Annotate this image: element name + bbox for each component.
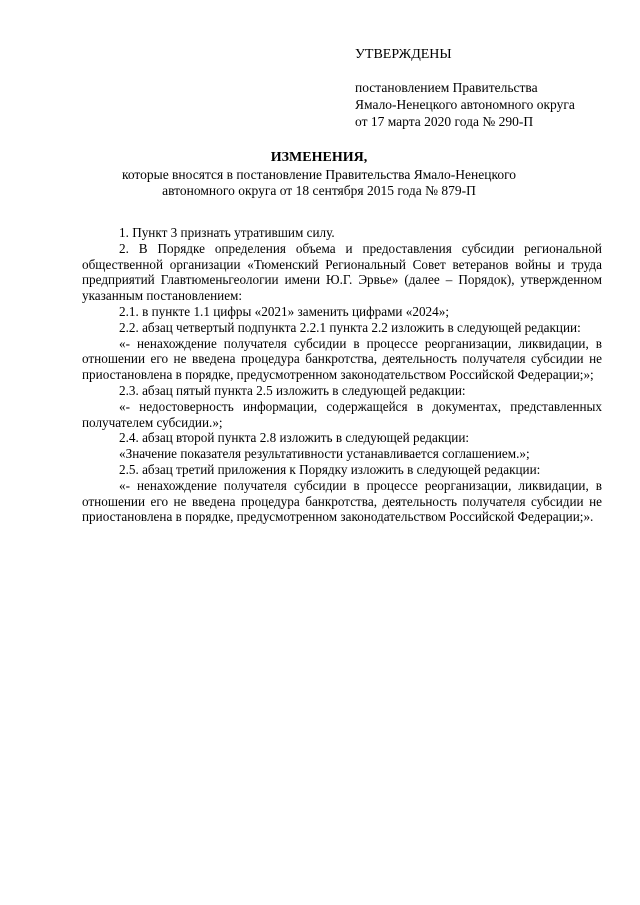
paragraph: 2.2. абзац четвертый подпункта 2.2.1 пункта 2.2 изложить в следующей редакции: [119, 319, 581, 335]
approval-line: от 17 марта 2020 года № 290-П [355, 114, 534, 129]
paragraph: 1. Пункт 3 признать утратившим силу. [119, 225, 335, 240]
paragraph: «Значение показателя результативности устанавливается соглашением.»; [119, 446, 530, 462]
paragraph: «- ненахождение получателя субсидии в процессе реорганизации, ликвидации, в отношении его не введена процедура банкротства, деятельность получателя субсидии не приостановлена в порядке, предусмотренном законодательством Российской Федерации;»; [82, 335, 602, 383]
document-body [82, 225, 602, 525]
approval-heading: УТВЕРЖДЕНЫ [355, 47, 452, 62]
document-title: ИЗМЕНЕНИЯ, [270, 150, 368, 165]
document-subtitle-line: автономного округа от 18 сентября 2015 года № 879-П [162, 183, 476, 198]
approval-line: постановлением Правительства [355, 80, 538, 95]
document-title-block [82, 150, 556, 199]
approval-line: Ямало-Ненецкого автономного округа [355, 97, 575, 112]
paragraph: 2.5. абзац третий приложения к Порядку изложить в следующей редакции: [119, 461, 541, 477]
paragraph: 2.1. в пункте 1.1 цифры «2021» заменить цифрами «2024»; [119, 303, 449, 319]
document-subtitle-line: которые вносятся в постановление Правительства Ямало-Ненецкого [121, 167, 517, 182]
paragraph: 2.3. абзац пятый пункта 2.5 изложить в следующей редакции: [119, 382, 466, 398]
paragraph: 2.4. абзац второй пункта 2.8 изложить в следующей редакции: [119, 430, 470, 446]
approval-stamp [355, 46, 625, 130]
paragraph: «- недостоверность информации, содержащейся в документах, представленных получателем субсидии.»; [82, 398, 602, 430]
paragraph: 2. В Порядке определения объема и предоставления субсидии региональной общественной организации «Тюменский Региональный Совет ветеранов войны и труда предприятий Главтюменьгеологии имени Ю.Г. Эрвье» (далее – Порядок), утвержденном указанным постановлением: [82, 240, 602, 304]
paragraph: «- ненахождение получателя субсидии в процессе реорганизации, ликвидации, в отношении его не введена процедура банкротства, деятельность получателя субсидии не приостановлена в порядке, предусмотренном законодательством Российской Федерации;». [82, 477, 602, 525]
